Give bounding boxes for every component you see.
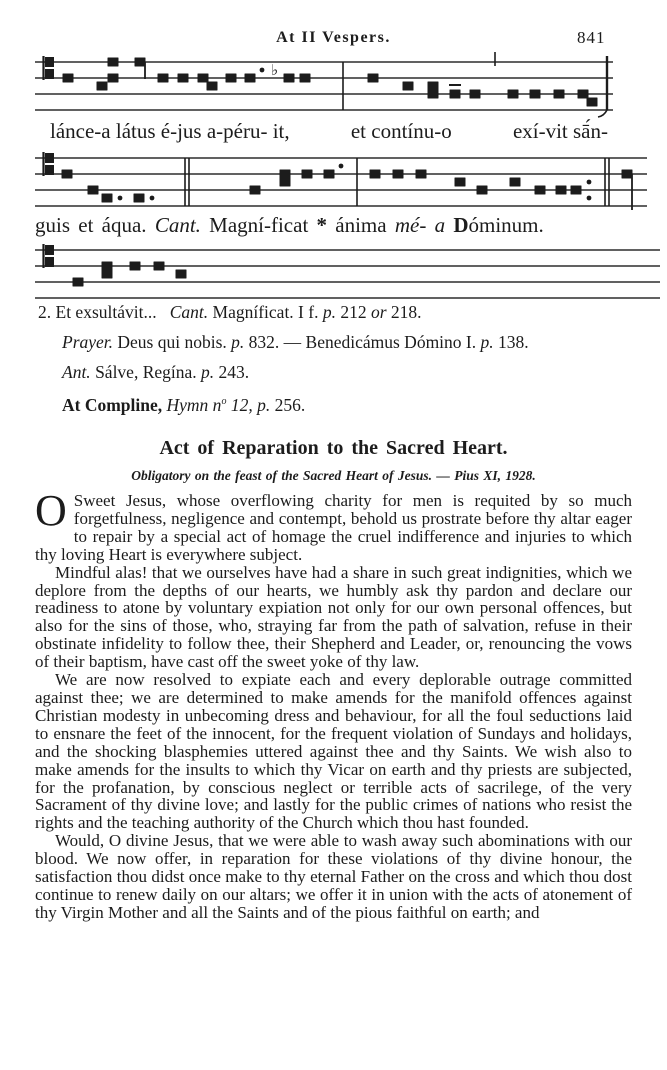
chant-staff-1: [35, 50, 613, 126]
lyric-segment: lánce-a látus é-jus a-péru- it,: [50, 119, 290, 143]
prayer-paragraph-4: Would, O divine Jesus, that we were able to wash away such abominations with our blood. We now offer, in reparation for these violations of thy divine honour, the satisfaction thou didst once make to thy eternal Father on the cross and which thou dost continue to renew daily on our altars; we offer it in union with the acts of atonement of thy Virgin Mother and all the Saints and of the pious faithful on earth; and: [35, 831, 632, 922]
paragraph-text: Sweet Jesus, whose overflowing charity for men is requited by so much forgetfulness, negligence and contempt, behold us prostrate before thy altar eager to repair by a special act of homage the cruel indifference and injuries to which thy loving Heart is everywhere subject.: [35, 491, 632, 564]
rubric-line-compline: [38, 387, 638, 420]
lyric-segment: et contínu-o: [350, 119, 452, 143]
lyric-segment: guis et áqua.: [35, 213, 155, 237]
chant-lyrics-line-1: [50, 119, 608, 144]
rubric-text: Cant.: [169, 302, 209, 322]
rubric-superscript: o: [221, 396, 227, 407]
rubric-text: p.: [480, 332, 494, 352]
lyric-segment: ánima: [327, 213, 395, 237]
lyric-segment: óminum.: [468, 213, 544, 237]
prayer-paragraph-2: Mindful alas! that we ourselves have had a share in such great indignities, which we deplore from the depths of our hearts, we humbly ask thy pardon and declare our readiness to atone by voluntary expiation not only for our own personal offences, but also for the sins of those, who, straying far from the path of salvation, refuse in their obstinate infidelity to follow thee, their Shepherd and Leader, or, renouncing the vows of their baptism, have cast off the sweet yoke of thy law.: [35, 562, 632, 672]
lyric-segment: D: [453, 213, 469, 237]
rubric-text: 212: [335, 302, 371, 322]
lyric-segment: mé- a: [394, 213, 454, 237]
section-title: Act of Reparation to the Sacred Heart.: [159, 437, 508, 459]
rubric-text: Magníficat. I f.: [208, 302, 323, 322]
prayer-text: [35, 486, 632, 922]
rubric-text: p.: [201, 362, 215, 382]
rubric-line-antiphon: [38, 357, 638, 387]
rubric-text: 243.: [214, 362, 250, 382]
svg-text:♭: ♭: [271, 63, 279, 79]
lyric-segment: exí-vit sā́n-: [512, 119, 608, 143]
rubric-block: [38, 297, 638, 420]
prayer-paragraph-1: [35, 486, 632, 564]
rubric-text: Deus qui nobis.: [113, 332, 232, 352]
rubric-text: 138.: [493, 332, 529, 352]
rubric-text: p.: [257, 394, 271, 415]
asterisk-mark: *: [316, 213, 328, 237]
rubric-text: Prayer.: [62, 332, 114, 352]
section-subtitle: Obligatory on the feast of the Sacred Heart of Jesus. — Pius XI, 1928.: [131, 468, 536, 483]
rubric-text: 832. — Benedicámus Dómino I.: [244, 332, 481, 352]
running-header: At II Vespers.: [276, 29, 391, 46]
rubric-text: Hymn n: [162, 394, 222, 415]
drop-cap: O: [35, 486, 67, 535]
rubric-text: Sálve, Regína.: [90, 362, 202, 382]
rubric-text: 2. Et exsultávit...: [38, 302, 170, 322]
prayer-paragraph-3: We are now resolved to expiate each and every deplorable outrage committed against thee; we are determined to make amends for the manifold offences against Christian modesty in unbecoming dress and behaviour, for all the foul seductions laid to ensnare the feet of the innocent, for the frequent violation of Sundays and holidays, and the shocking blasphemies uttered against thee and thy Saints. We wish also to make amends for the insults to which thy Vicar on earth and thy priests are subjected, for the profanation, by conscious neglect or terrible acts of sacrilege, of the very Sacrament of thy divine love; and lastly for the public crimes of nations who resist the rights and the teaching authority of the Church which thou hast founded.: [35, 670, 632, 833]
chant-lyrics-line-2: [35, 213, 625, 238]
rubric-text: p.: [231, 332, 245, 352]
rubric-text: 12,: [226, 394, 258, 415]
rubric-line-magnificat: [38, 297, 638, 327]
rubric-line-prayer: [38, 327, 638, 357]
lyric-segment: Magní-ficat: [200, 213, 317, 237]
rubric-text: p.: [322, 302, 336, 322]
lyric-segment: Cant.: [154, 213, 201, 237]
rubric-text: or: [370, 302, 387, 322]
chant-staff-2: [35, 146, 647, 222]
rubric-text: 218.: [386, 302, 422, 322]
page-number: 841: [577, 28, 606, 47]
rubric-text: 256.: [270, 394, 306, 415]
rubric-text: At Compline,: [62, 394, 163, 415]
rubric-text: Ant.: [62, 362, 91, 382]
